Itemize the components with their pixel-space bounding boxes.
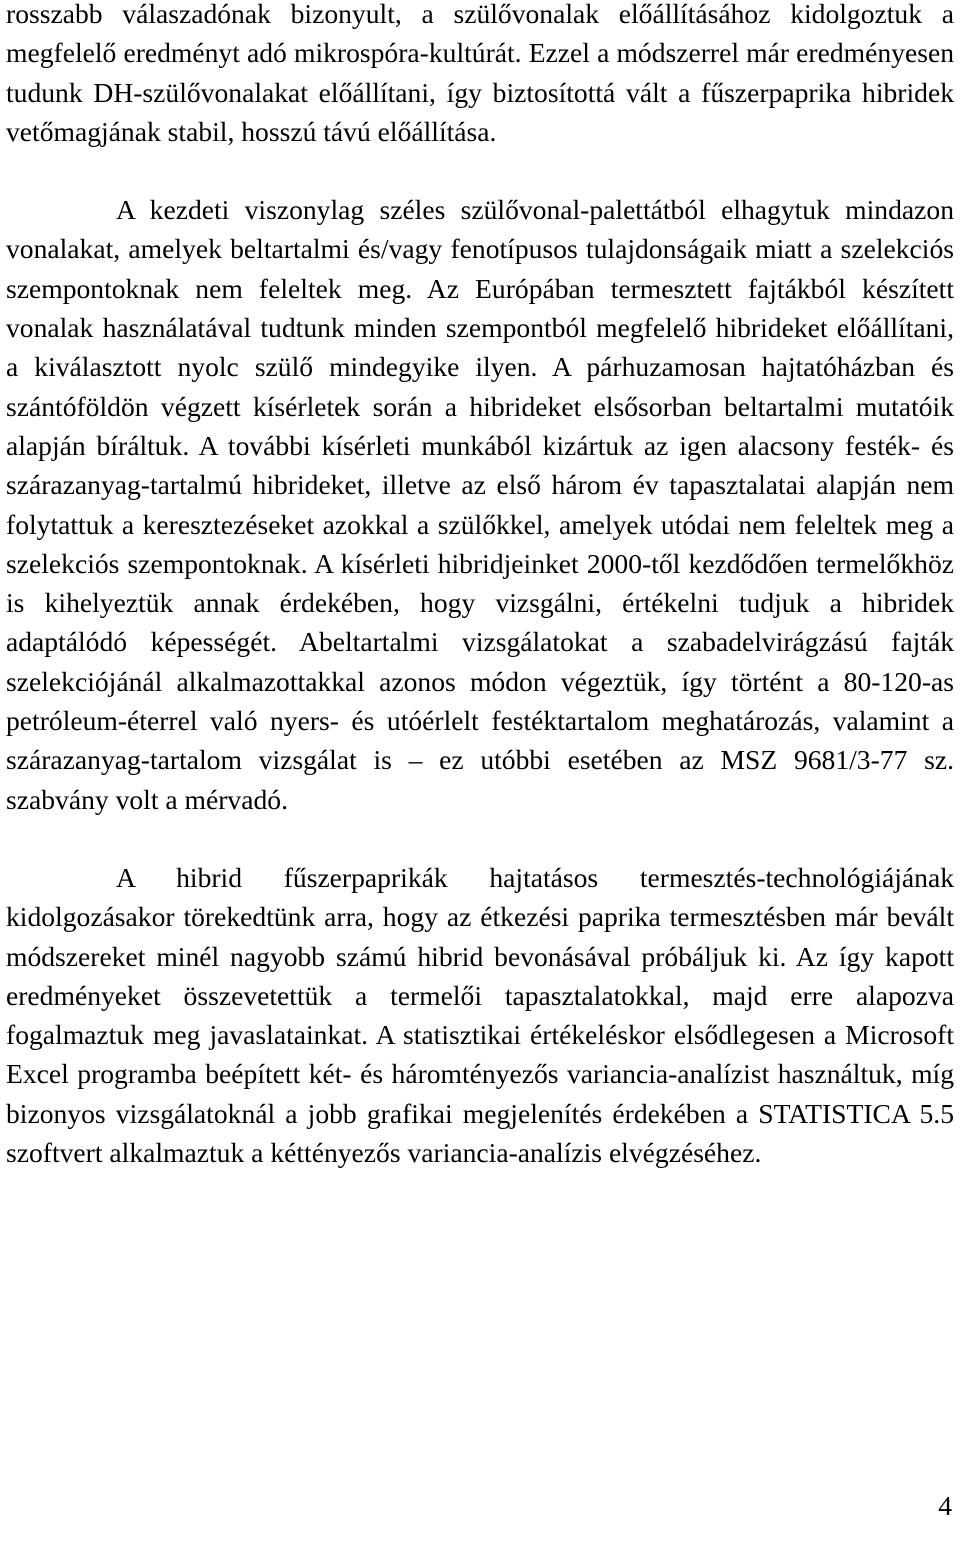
paragraph-gap <box>6 819 954 858</box>
page-number: 4 <box>938 1490 952 1521</box>
paragraph-3: A hibrid fűszerpaprikák hajtatásos termesztés-technológiájának kidolgozásakor törekedtünk arra, hogy az étkezési paprika termesztésben már bevált módszereket minél nagyobb számú hibrid bevonásával próbáljuk ki. Az így kapott eredményeket összevetettük a termelői tapasztalatokkal, majd erre alapozva fogalmaztuk meg javaslatainkat. A statisztikai értékeléskor elsődlegesen a Microsoft Excel programba beépített két- és háromtényezős variancia-analízist használtuk, míg bizonyos vizsgálatoknál a jobb grafikai megjelenítés érdekében a STATISTICA 5.5 szoftvert alkalmaztuk a kéttényezős variancia-analízis elvégzéséhez. <box>6 861 954 1169</box>
paragraph-1: rosszabb válaszadónak bizonyult, a szülővonalak előállításához kidolgoztuk a megfelelő eredményt adó mikrospóra-kultúrát. Ezzel a módszerrel már eredményesen tudunk DH-szülővonalakat előállítani, így biztosítottá vált a fűszerpaprika hibridek vetőmagjának stabil, hosszú távú előállítása. <box>6 0 954 147</box>
paragraph-2: A kezdeti viszonylag széles szülővonal-palettátból elhagytuk mindazon vonalakat, amelyek beltartalmi és/vagy fenotípusos tulajdonságaik miatt a szelekciós szempontoknak nem feleltek meg. Az Európában termesztett fajtákból készített vonalak használatával tudtunk minden szempontból megfelelő hibrideket előállítani, a kiválasztott nyolc szülő mindegyike ilyen. A párhuzamosan hajtatóházban és szántóföldön végzett kísérletek során a hibrideket elsősorban beltartalmi mutatóik alapján bíráltuk. A további kísérleti munkából kizártuk az igen alacsony festék- és szárazanyag-tartalmú hibrideket, illetve az első három év tapasztalatai alapján nem folytattuk a keresztezéseket azokkal a szülőkkel, amelyek utódai nem feleltek meg a szelekciós szempontoknak. A kísérleti hibridjeinket 2000-től kezdődően termelőkhöz is kihelyeztük annak érdekében, hogy vizsgálni, értékelni tudjuk a hibridek adaptálódó képességét. Abeltartalmi vizsgálatokat a szabadelvirágzású fajták szelekciójánál alkalmazottakkal azonos módon végeztük, így történt a 80-120-as petróleum-éterrel való nyers- és utóérlelt festéktartalom meghatározás, valamint a szárazanyag-tartalom vizsgálat is – ez utóbbi esetében az MSZ 9681/3-77 sz. szabvány volt a mérvadó. <box>6 194 954 815</box>
paragraph-gap <box>6 151 954 190</box>
